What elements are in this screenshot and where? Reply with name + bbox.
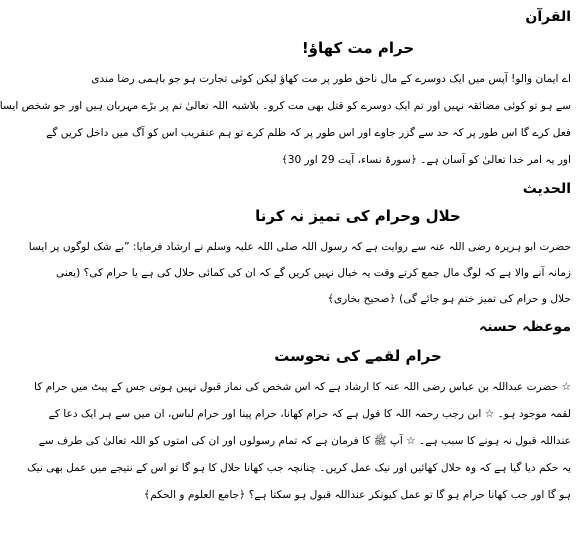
maw-line-4: یہ حکم دیا گیا ہے کہ وہ حلال کھائیں اور نیک عمل کریں۔ چنانچہ جب کھانا حلال کا ہو گا تو اس کے نتیجے میں عمل بھی نیک <box>27 462 571 474</box>
maw-line-2: لقمہ موجود ہو۔ ☆ ابن رجب رحمہ اللہ کا قول ہے کہ حرام کھانا، حرام پینا اور حرام لباس، ان میں سے ہر ایک دعا کے <box>48 408 571 420</box>
title-haram-morsel: حرام لقمے کی نحوست <box>274 347 442 365</box>
hadith-line-2: زمانہ آنے والا ہے کہ لوگ مال جمع کرتے وقت یہ خیال نہیں کریں گے کہ ان کی کمائی حلال کی ہے یا حرام کی؟ (یعنی <box>55 267 571 279</box>
section-heading-quran: القرآن <box>525 9 571 25</box>
quran-line-1: اے ایمان والو! آپس میں ایک دوسرے کے مال ناحق طور پر مت کھاؤ لیکن کوئی تجارت ہو جو باہمی رضا مندی <box>91 73 571 85</box>
maw-line-1: ☆ حضرت عبداللہ بن عباس رضی اللہ عنہ کا ارشاد ہے کہ اس شخص کی نماز قبول نہیں ہوتی جس کے پیٹ میں حرام کا <box>33 381 571 393</box>
quran-line-2: سے ہو تو کوئی مضائقہ نہیں اور تم ایک دوسرے کو قتل بھی مت کرو۔ بلاشبہ اللہ تعالیٰ تم پر بڑے مہربان ہیں اور جو شخص ایسا <box>0 100 571 112</box>
section-heading-maw: موعظہ حسنہ <box>479 319 571 335</box>
quran-line-3: فعل کرے گا اس طور پر کہ حد سے گزر جاوے اور اس طور پر کہ ظلم کرے تو ہم عنقریب اس کو آگ میں داخل کریں گے <box>46 127 571 139</box>
title-dont-eat-haram: حرام مت کھاؤ! <box>301 39 415 57</box>
title-halal-haram-distinction: حلال وحرام کی تمیز نہ کرنا <box>255 207 461 225</box>
hadith-line-3: حلال و حرام کی تمیز ختم ہو جائے گی) ﴿صحیح بخاری﴾ <box>327 293 571 305</box>
maw-line-5: ہو گا اور جب کھانا حرام ہو گا تو عمل کیونکر عنداللہ قبول ہو سکتا ہے؟ ﴿جامع العلوم و الحکم﴾ <box>143 489 571 501</box>
quran-line-4: اور یہ امر خدا تعالیٰ کو آسان ہے۔ ﴿سورۃ نساء، آیت 29 اور 30﴾ <box>281 154 571 166</box>
hadith-line-1: حضرت ابو ہریرہ رضی اللہ عنہ سے روایت ہے کہ رسول اللہ صلی اللہ علیہ وسلم نے ارشاد فرمایا: ”بے شک لوگوں پر ایسا <box>28 241 571 253</box>
section-heading-hadith: الحدیث <box>522 181 571 197</box>
maw-line-3: عنداللہ قبول نہ ہونے کا سبب ہے۔ ☆ آپ ﷺ کا فرمان ہے کہ تمام رسولوں اور ان کی امتوں کو اللہ تعالیٰ کی طرف سے <box>38 435 571 447</box>
